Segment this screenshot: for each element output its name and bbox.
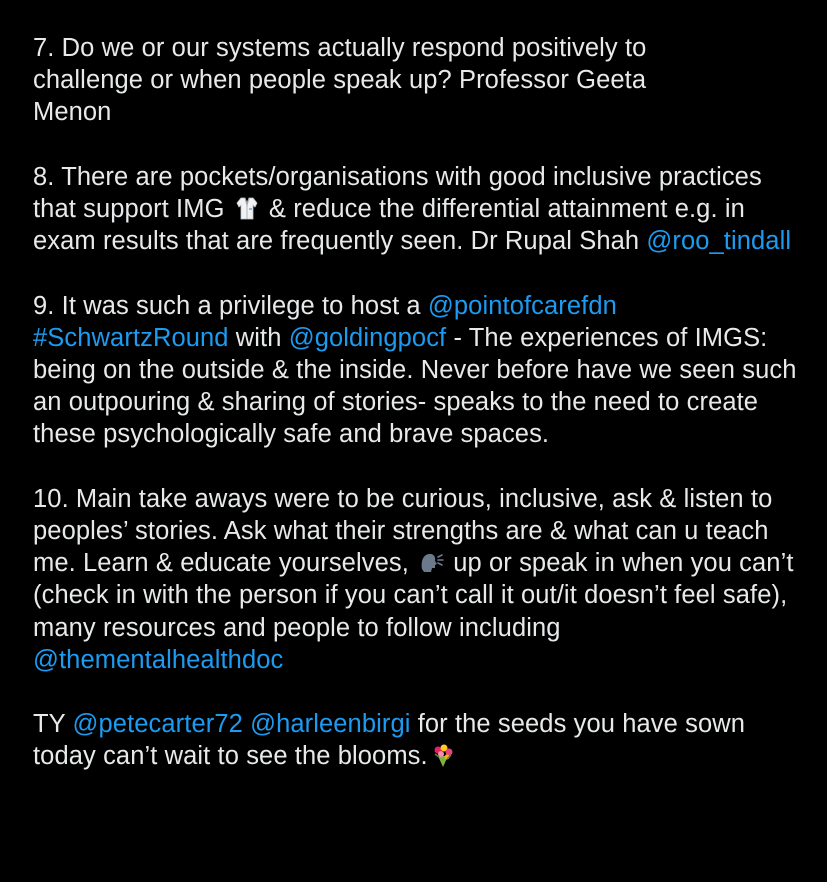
item-7-line-1: 7. Do we or our systems actually respond positively to (33, 34, 647, 62)
item-10-text-a: 10. Main take aways were to be curious, inclusive, ask & listen to peoples’ stories. Ask what their strengths are & what can u teach me. Learn & educate yourselves, (33, 484, 773, 578)
mention-roo-tindall[interactable]: @roo_tindall (646, 227, 792, 256)
thread-item-10 (33, 483, 803, 676)
closing-text-b: for the seeds you have sown today can’t wait to see the blooms. (33, 710, 746, 771)
mention-thementalhealthdoc[interactable]: @thementalhealthdoc (33, 645, 284, 674)
mention-harleenbirgi[interactable]: @harleenbirgi (250, 710, 411, 739)
item-9-text-a: 9. It was such a privilege to host a (33, 291, 421, 320)
mention-pointofcarefdn[interactable]: @pointofcarefdn (427, 291, 617, 320)
speaking-head-icon (418, 549, 444, 575)
thread-item-9 (33, 290, 803, 451)
thread-closing (33, 708, 803, 772)
mention-petecarter72[interactable]: @petecarter72 (72, 710, 243, 739)
hashtag-schwartzround[interactable]: #SchwartzRound (33, 323, 229, 352)
closing-text-a: TY (33, 710, 66, 739)
thread-item-7 (33, 32, 803, 129)
thread-item-8 (33, 161, 803, 258)
tweet-thread-text (33, 32, 803, 805)
item-10-text-b: up or speak in when you can’t (check in with the person if you can’t call it out/it doesn’t feel safe), many resources and people to follow including (33, 549, 794, 642)
item-7-line-2: challenge or when people speak up? Professor Geeta (33, 66, 647, 95)
item-9-text-b: with (235, 323, 282, 352)
lab-coat-icon (234, 195, 260, 221)
item-7-line-3: Menon (33, 98, 112, 127)
bouquet-icon (430, 742, 456, 768)
item-8-text-b: & reduce the differential attainment e.g. in exam results that are frequently seen. Dr Rupal Shah (33, 195, 745, 256)
item-8-text-a: 8. There are pockets/organisations with good inclusive practices that support IMG (33, 162, 762, 223)
mention-goldingpocf[interactable]: @goldingpocf (288, 323, 447, 352)
item-9-text-c: - The experiences of IMGS: being on the outside & the inside. Never before have we seen such an outpouring & sharing of stories- speaks to the need to create these psychologically safe and brave spaces. (33, 323, 797, 449)
